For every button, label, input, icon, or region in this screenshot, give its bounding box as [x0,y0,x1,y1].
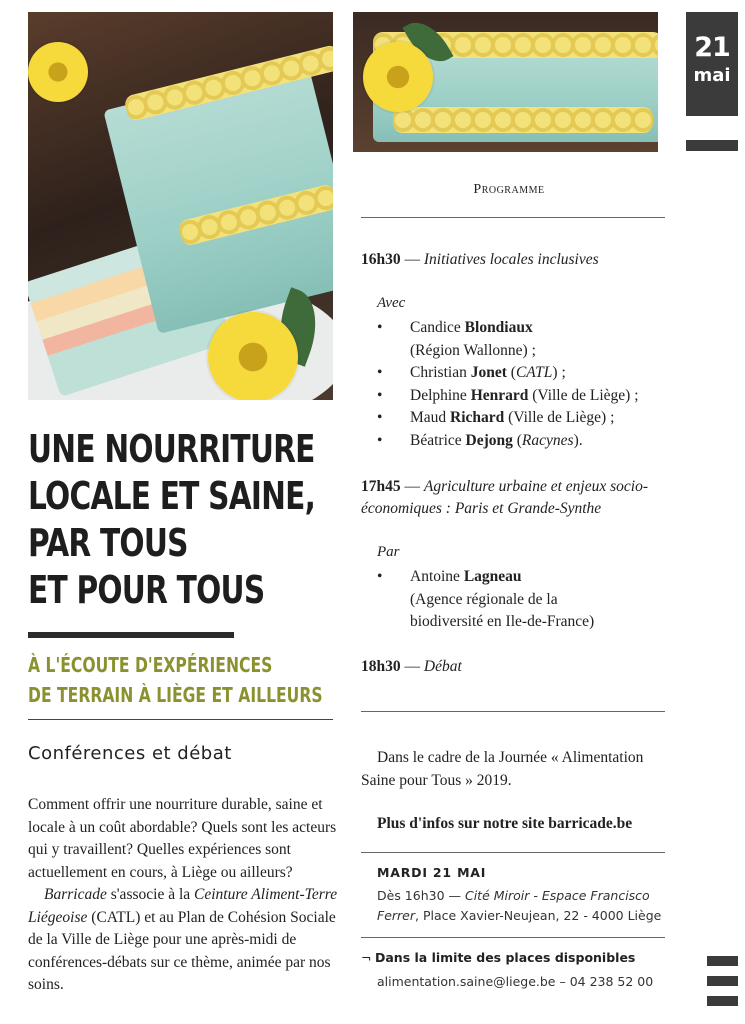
speaker-org: Racynes [521,431,574,449]
speaker-org: ) ; [552,364,566,381]
event-address: , Place Xavier-Neujean, 22 - 4000 Liège [415,908,662,923]
programme-slot-2 [361,476,665,520]
programme-heading: Programme [473,182,545,197]
speaker-item [377,407,667,430]
intro-text [28,794,340,997]
speaker-item [377,566,627,634]
programme-divider [361,711,665,712]
speakers-list-2 [377,566,627,634]
speaker-org: (Ville de Liège) ; [528,386,639,404]
contact-info: alimentation.saine@liege.be – 04 238 52 00 [377,974,654,989]
availability-text: Dans la limite des places disponibles [375,950,636,965]
title-divider [28,632,234,638]
speakers-label: Par [377,544,400,560]
arrow-icon: ¬ [361,950,372,965]
intro-text-fragment: (CATL) et au Plan de Cohésion Sociale de la Ville de Liège pour une après-midi de conférences-débats sur ce thème, animée par nos soins. [28,908,336,993]
speaker-item [377,385,667,408]
context-text: Dans le cadre de la Journée « Alimentation Saine pour Tous » 2019. [361,749,644,789]
speaker-last-name: Henrard [470,386,529,404]
flower-shape [208,312,298,400]
date-month: mai [693,65,731,86]
intro-paragraph-2 [28,884,340,997]
speakers-label: Avec [377,295,406,311]
more-info-text: Plus d'infos sur notre site barricade.be [377,815,633,832]
title-line: PAR TOUS [28,521,188,565]
speakers-list-1 [377,317,667,452]
speaker-org: ( [512,431,522,449]
slot-title: Débat [423,658,462,675]
programme-slot-1 [361,249,665,271]
slot-separator: — [400,478,424,495]
speaker-last-name: Dejong [465,431,513,449]
speaker-org: ( [506,364,516,381]
date-day: 21 [694,32,730,63]
event-venue: Cité Miroir - Espace Francisco Ferrer [377,888,650,923]
speaker-org: (Région Wallonne) [410,341,528,359]
event-time: Dès 16h30 — [377,888,465,903]
subtitle-line: DE TERRAIN À LIÈGE ET AILLEURS [28,683,323,707]
event-location [377,886,667,926]
speaker-last-name: Richard [450,409,505,426]
decorative-bar [707,996,738,1006]
flower-shape [363,42,433,112]
title-line: LOCALE ET SAINE, [28,474,316,518]
slot-time: 16h30 [361,251,401,268]
decorative-bar [707,956,738,966]
intro-text-fragment: s'associe à la [106,886,195,903]
programme-slot-3 [361,656,665,678]
speaker-org: (Agence régionale de la biodiversité en Ile-de-France) [410,590,595,630]
slot-title: Initiatives locales inclusives [423,251,599,268]
speaker-last-name: Lagneau [463,568,522,585]
cake-photo-main [28,12,333,400]
availability-note [361,950,635,965]
intro-paragraph-1: Comment offrir une nourriture durable, saine et locale à un coût abordable? Quels sont les acteurs qui y travaillent? Quelles expériences sont actuellement en cours, à Liège ou ailleurs? [28,796,337,881]
speaker-first-name: Maud [410,409,451,426]
slot-separator: — [400,658,424,675]
org-catl: Ceinture Aliment-Terre Liégeoise [28,886,338,926]
speaker-org: CATL [515,364,553,381]
date-badge [686,12,738,116]
slot-title: Agriculture urbaine et enjeux socio-économiques : Paris et Grande-Synthe [361,478,648,517]
speaker-item [377,317,667,362]
subtitle-divider [28,719,333,720]
slot-separator: — [400,251,424,268]
subtitle-line: À L'ÉCOUTE D'EXPÉRIENCES [28,653,273,677]
flower-shape [28,42,88,102]
subtitle [28,650,323,710]
event-divider [361,852,665,853]
speaker-item [377,430,667,453]
cake-photo-top [353,12,658,152]
date-bar-decoration [686,140,738,151]
speaker-org: ). [573,431,583,449]
title-line: UNE NOURRITURE [28,427,315,471]
speaker-last-name: Jonet [470,364,507,381]
org-barricade: Barricade [44,886,107,903]
slot-time: 17h45 [361,478,401,495]
speaker-org: ; [527,341,536,359]
page-title [28,426,316,614]
decorative-bar [707,976,738,986]
slot-time: 18h30 [361,658,401,675]
speaker-first-name: Delphine [410,386,471,404]
speaker-last-name: Blondiaux [464,319,533,336]
speaker-first-name: Béatrice [410,431,466,449]
title-line: ET POUR TOUS [28,568,265,612]
speaker-first-name: Christian [410,364,471,381]
section-label: Conférences et débat [28,743,232,764]
event-divider [361,937,665,938]
cake-frosting-shape [393,107,653,133]
speaker-item [377,362,667,385]
speaker-org: (Ville de Liège) ; [504,409,615,426]
event-date: MARDI 21 MAI [377,865,487,880]
speaker-first-name: Candice [410,319,465,336]
speaker-first-name: Antoine [410,568,464,585]
programme-divider [361,217,665,218]
